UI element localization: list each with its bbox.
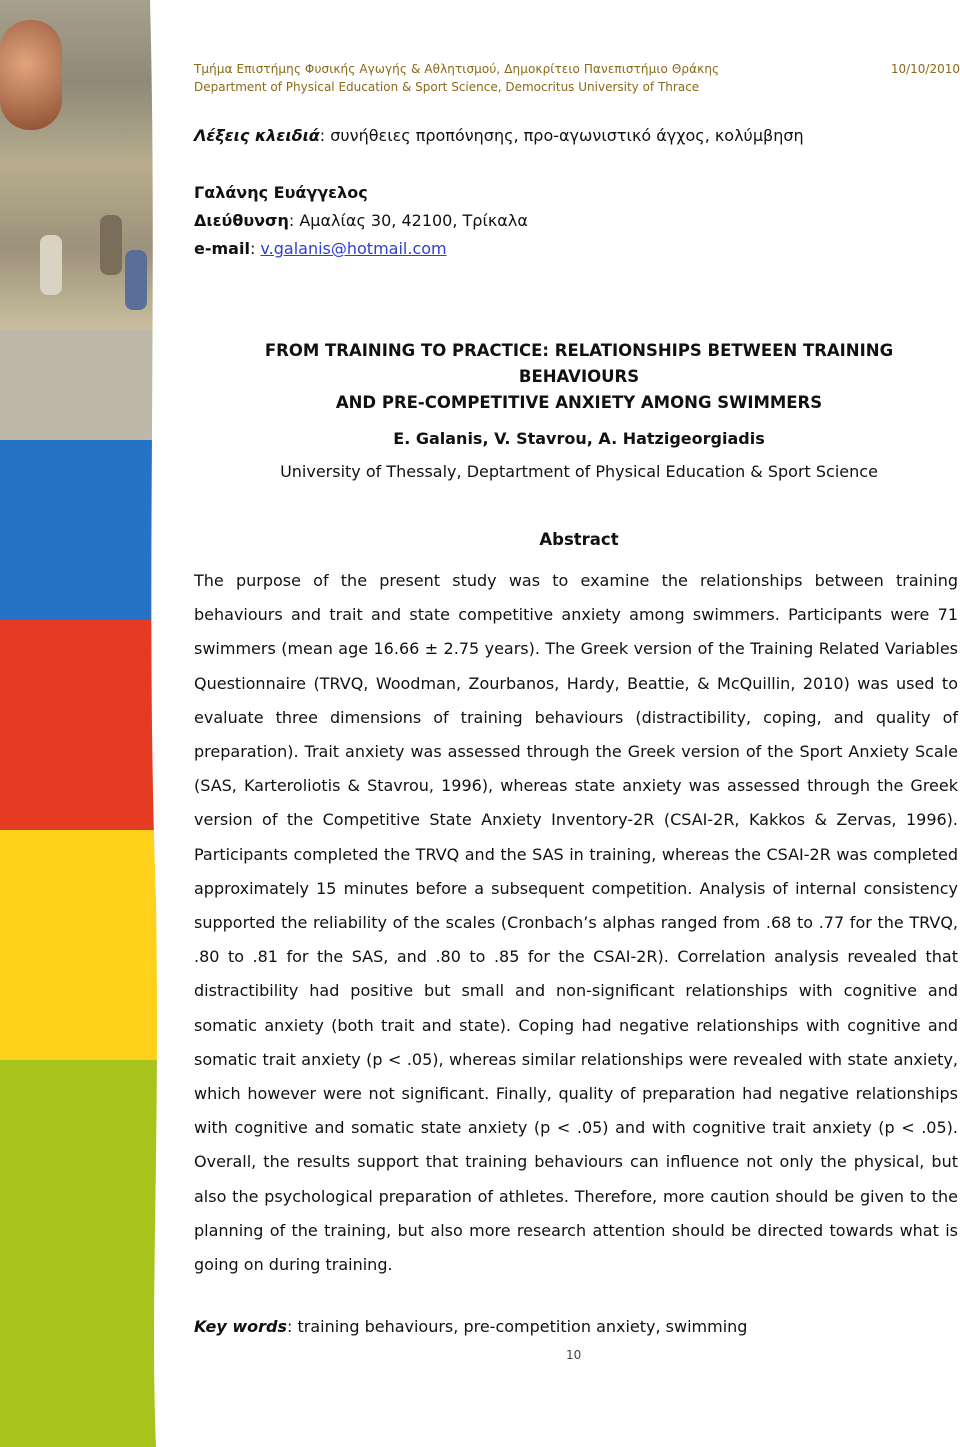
contact-address-text: : Αμαλίας 30, 42100, Τρίκαλα	[288, 211, 528, 230]
header-greek: Τμήμα Επιστήμης Φυσικής Αγωγής & Αθλητισμού, Δημοκρίτειο Πανεπιστήμιο Θράκης	[194, 62, 720, 76]
english-keywords-text: : training behaviours, pre-competition anxiety, swimming	[287, 1317, 748, 1336]
abstract-body: The purpose of the present study was to examine the relationships between training behaviours and trait and state competitive anxiety among swimmers. Participants were 71 swimmers (mean age 16.66 ± 2.75 years). The Greek version of the Training Related Variables Questionnaire (TRVQ, Woodman, Zourbanos, Hardy, Beattie, & McQuillin, 2010) was used to evaluate three dimensions of training behaviours (distractibility, coping, and quality of preparation). Trait anxiety was assessed through the Greek version of the Sport Anxiety Scale (SAS, Karteroliotis & Stavrou, 1996), whereas state anxiety was assessed through the Greek version of the Competitive State Anxiety Inventory-2R (CSAI-2R, Kakkos & Zervas, 1996). Participants completed the TRVQ and the SAS in training, whereas the CSAI-2R was completed approximately 15 minutes before a subsequent competition. Analysis of internal consistency supported the reliability of the scales (Cronbach’s alphas ranged from .68 to .77 for the TRVQ, .80 to .81 for the SAS, and .80 to .85 for the CSAI-2R). Correlation analysis revealed that distractibility had positive but small and non-significant relationships with cognitive and somatic anxiety (both trait and state). Coping had negative relationships with cognitive and somatic trait anxiety (p < .05), whereas similar relationships were revealed with state anxiety, which however were not significant. Finally, quality of preparation had negative relationships with cognitive and somatic state anxiety (p < .05) and with cognitive trait anxiety (p < .05). Overall, the results support that training behaviours can influence not only the physical, but also the psychological preparation of athletes. Therefore, more caution should be given to the planning of the training, but also more research attention should be directed towards what is going on during training.	[194, 571, 958, 1275]
greek-keywords-label: Λέξεις κλειδιά	[194, 126, 320, 145]
header-english: Department of Physical Education & Sport Science, Democritus University of Thrace	[194, 80, 700, 94]
email-link[interactable]: v.galanis@hotmail.com	[260, 239, 447, 258]
paper-title-line-1: FROM TRAINING TO PRACTICE: RELATIONSHIPS BETWEEN TRAINING	[264, 341, 894, 360]
english-keywords-label: Key words	[194, 1317, 288, 1336]
contact-email	[194, 239, 447, 258]
paper-title-line-2: BEHAVIOURS	[518, 367, 640, 386]
abstract-heading: Abstract	[539, 530, 619, 549]
contact-name-text: Γαλάνης Ευάγγελος	[194, 183, 368, 202]
decorative-side-strip	[0, 0, 158, 1447]
strip-edge-wave	[0, 0, 158, 1447]
contact-address	[194, 211, 528, 230]
paper-title-line-3: AND PRE-COMPETITIVE ANXIETY AMONG SWIMMERS	[335, 393, 823, 412]
greek-keywords	[194, 126, 804, 145]
greek-keywords-text: : συνήθειες προπόνησης, προ-αγωνιστικό άγχος, κολύμβηση	[319, 126, 804, 145]
contact-name	[194, 183, 368, 202]
contact-email-label: e-mail	[194, 239, 250, 258]
page-number: 10	[566, 1348, 582, 1362]
english-keywords	[194, 1317, 747, 1336]
header-date: 10/10/2010	[890, 62, 960, 76]
paper-authors: E. Galanis, V. Stavrou, A. Hatzigeorgiadis	[393, 429, 765, 448]
paper-affiliation: University of Thessaly, Deptartment of Physical Education & Sport Science	[280, 462, 878, 481]
contact-address-label: Διεύθυνση	[194, 211, 289, 230]
contact-email-separator: :	[249, 239, 261, 258]
